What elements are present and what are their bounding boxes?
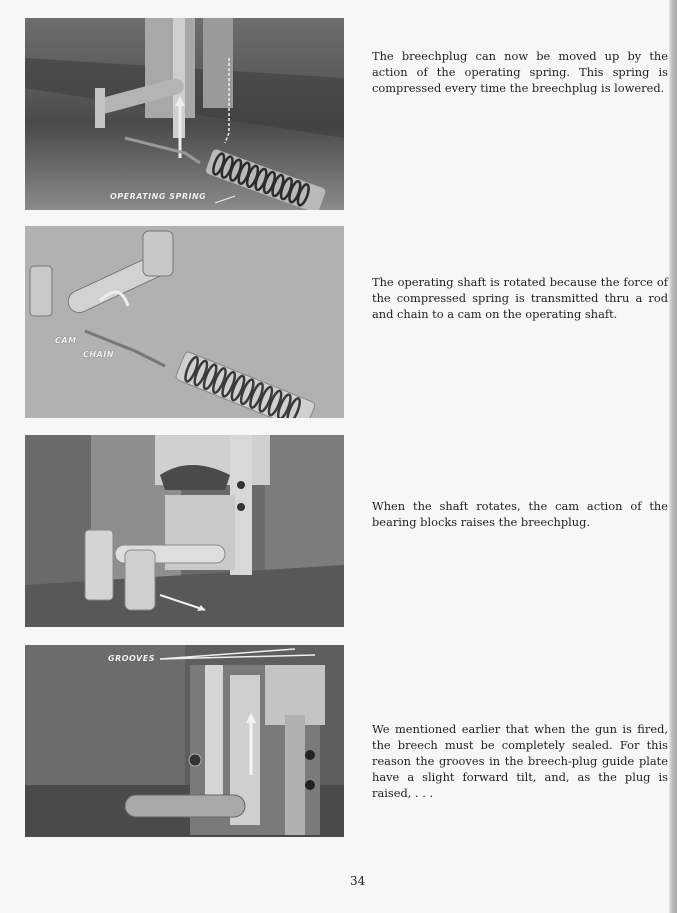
label-operating-spring: OPERATING SPRING bbox=[110, 192, 207, 201]
figure-cam-chain bbox=[25, 226, 344, 418]
cam-chain-illustration bbox=[25, 226, 344, 418]
label-cam: CAM bbox=[55, 336, 77, 345]
page-number: 34 bbox=[350, 874, 366, 888]
page-binding-shadow bbox=[669, 0, 677, 913]
paragraph-grooves-tilt: We mentioned earlier that when the gun is fired, the breech must be completely sealed. For this reason the grooves in the breech-plug guide plate have a slight forward tilt, and, as the plug is raised, . . . bbox=[372, 722, 668, 800]
paragraph-cam-action: When the shaft rotates, the cam action of the bearing blocks raises the breechplug. bbox=[372, 499, 668, 529]
label-chain: CHAIN bbox=[83, 350, 114, 359]
paragraph-operating-spring: The breechplug can now be moved up by the action of the operating spring. This spring is compressed every time the breechplug is lowered. bbox=[372, 49, 668, 95]
bearing-blocks-illustration bbox=[25, 435, 344, 627]
label-grooves: GROOVES bbox=[108, 654, 155, 663]
figure-operating-spring bbox=[25, 18, 344, 210]
grooves-illustration bbox=[25, 645, 344, 837]
operating-spring-illustration bbox=[25, 18, 344, 210]
paragraph-operating-shaft: The operating shaft is rotated because the force of the compressed spring is transmitted thru a rod and chain to a cam on the operating shaft. bbox=[372, 275, 668, 321]
figure-bearing-blocks bbox=[25, 435, 344, 627]
figure-grooves bbox=[25, 645, 344, 837]
